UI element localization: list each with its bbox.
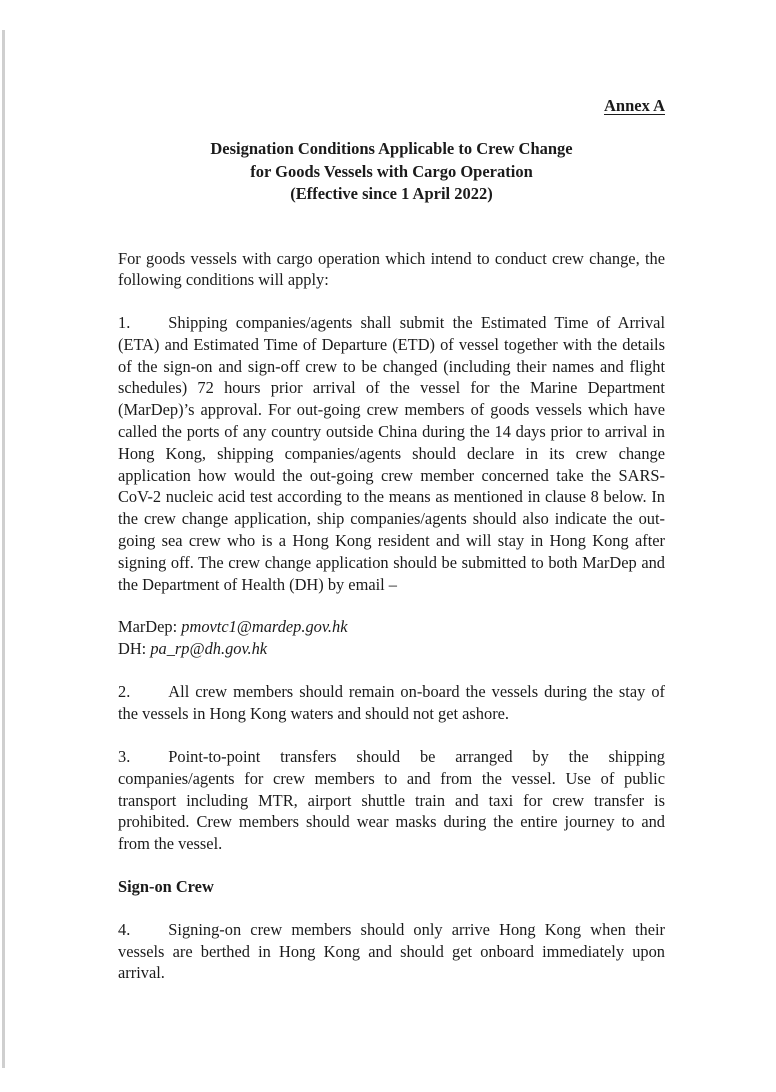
title-line-2: for Goods Vessels with Cargo Operation: [250, 161, 533, 181]
email-mardep: [118, 616, 665, 638]
title-line-3: (Effective since 1 April 2022): [290, 184, 493, 203]
clause-3: [118, 746, 665, 855]
clause-4-text: Signing-on crew members should only arrive Hong Kong when their vessels are berthed in Hong Kong and should get onboard immediately upon arrival.: [118, 919, 665, 983]
clause-1: [118, 312, 665, 595]
clause-4: [118, 919, 665, 984]
page-content: [118, 95, 665, 984]
clause-2: [118, 681, 665, 725]
intro-paragraph: For goods vessels with cargo operation which intend to conduct crew change, the following conditions will apply:: [118, 248, 665, 290]
email-dh-label: DH:: [118, 639, 147, 659]
clause-2-number: 2.: [118, 682, 131, 702]
email-mardep-label: MarDep:: [118, 617, 178, 637]
clause-1-text: Shipping companies/agents shall submit the Estimated Time of Arrival (ETA) and Estimated Time of Departure (ETD) of vessel together with the details of the sign-on and sign-off crew to be changed (including their names and flight schedules) 72 hours prior arrival of the vessel for the Marine Department (MarDep)’s approval. For out-going crew members of goods vessels which have called the ports of any country outside China during the 14 days prior to arrival in Hong Kong, shipping companies/agents should declare in its crew change application how would the out-going crew member concerned take the SARS-CoV-2 nucleic acid test according to the means as mentioned in clause 8 below. In the crew change application, ship companies/agents should also indicate the out-going sea crew who is a Hong Kong resident and will stay in Hong Kong after signing off. The crew change application should be submitted to both MarDep and the Department of Health (DH) by email –: [118, 313, 665, 594]
clause-4-number: 4.: [118, 919, 131, 939]
clause-1-number: 1.: [118, 313, 131, 333]
annex-label: Annex A: [604, 96, 665, 115]
page-edge-line: [2, 30, 5, 1068]
clause-3-text: Point-to-point transfers should be arranged by the shipping companies/agents for crew members to and from the vessel. Use of public transport including MTR, airport shuttle train and taxi for crew transfer is prohibited. Crew members should wear masks during the entire journey to and from the vessel.: [118, 747, 665, 854]
clause-3-number: 3.: [118, 747, 131, 767]
email-dh-address: pa_rp@dh.gov.hk: [150, 639, 268, 659]
section-heading-sign-on-crew: Sign-on Crew: [118, 877, 214, 897]
clause-2-text: All crew members should remain on-board the vessels during the stay of the vessels in Hong Kong waters and should not get ashore.: [118, 682, 665, 724]
email-dh: [118, 638, 665, 660]
document-title: [118, 138, 665, 206]
email-mardep-address: pmovtc1@mardep.gov.hk: [181, 617, 348, 637]
title-line-1: Designation Conditions Applicable to Crew Change: [210, 139, 573, 158]
email-contacts: [118, 616, 665, 660]
